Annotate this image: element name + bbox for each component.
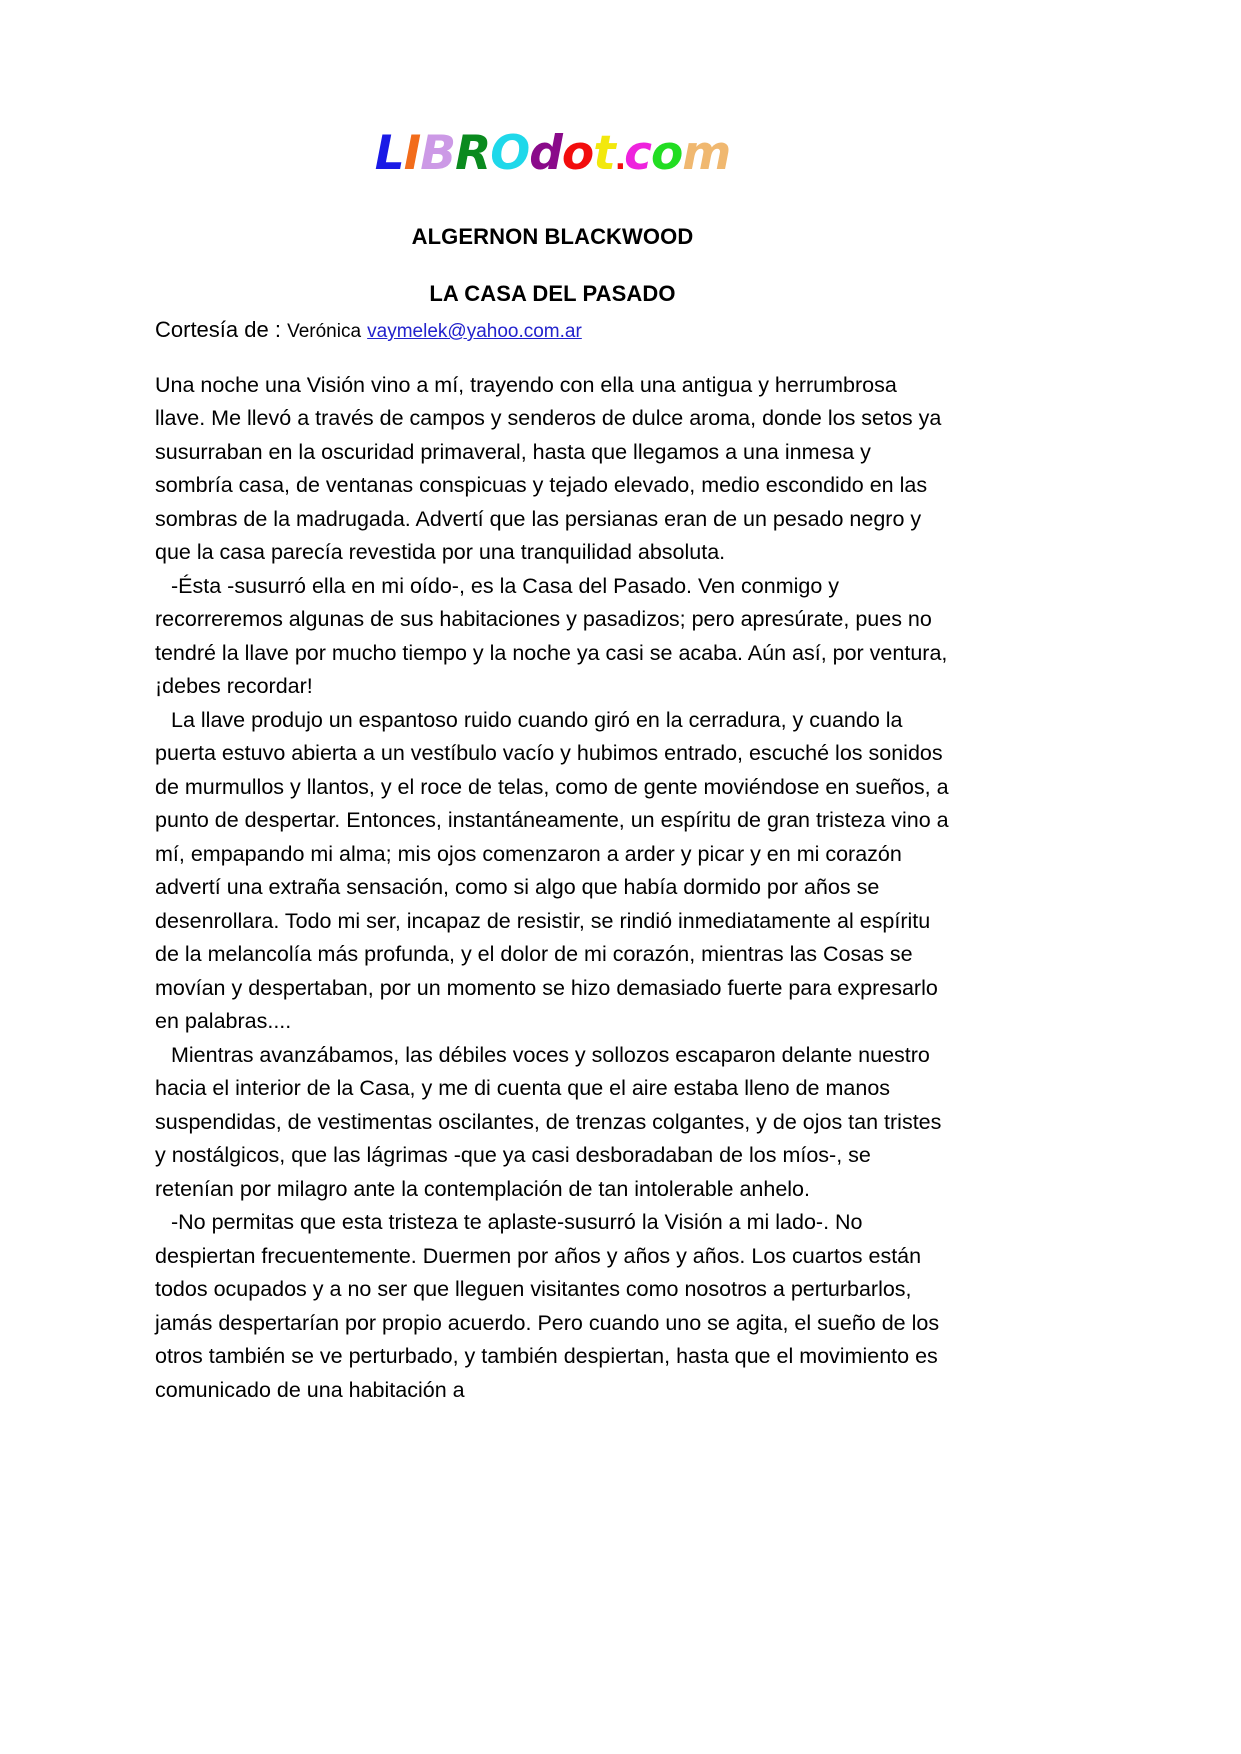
logo-letter-1: I — [403, 126, 421, 181]
author-heading: ALGERNON BLACKWOOD — [411, 224, 694, 249]
librodot-logo — [374, 126, 731, 181]
courtesy-name: Verónica — [287, 321, 362, 342]
logo-letter-5: d — [529, 126, 562, 181]
logo-letter-9: c — [624, 126, 651, 181]
story-body — [155, 369, 950, 1408]
site-logo-container — [155, 126, 950, 192]
story-paragraph: -Ésta -susurró ella en mi oído-, es la Casa del Pasado. Ven conmigo y recorreremos algunas de sus habitaciones y pasadizos; pero apresúrate, pues no tendré la llave por mucho tiempo y la noche ya casi se acaba. Aún así, por ventura, ¡debes recordar! — [155, 573, 948, 699]
courtesy-email-link[interactable]: vaymelek@yahoo.com.ar — [367, 321, 582, 342]
page-title: LA CASA DEL PASADO — [429, 281, 676, 306]
logo-letter-7: t — [593, 126, 615, 181]
story-paragraph: La llave produjo un espantoso ruido cuando giró en la cerradura, y cuando la puerta estuvo abierta a un vestíbulo vacío y hubimos entrado, escuché los sonidos de murmullos y llantos, y el roce de telas, como de gente moviéndose en sueños, a punto de despertar. Entonces, instantáneamente, un espíritu de gran tristeza vino a mí, empapando mi alma; mis ojos comenzaron a arder y picar y en mi corazón advertí una extraña sensación, como si algo que había dormido por años se desenrollara. Todo mi ser, incapaz de resistir, se rindió inmediatamente al espíritu de la melancolía más profunda, y el dolor de mi corazón, mientras las Cosas se movían y despertaban, por un momento se hizo demasiado fuerte para expresarlo en palabras.... — [155, 707, 949, 1034]
logo-letter-10: o — [650, 126, 683, 181]
story-paragraph: -No permitas que esta tristeza te aplaste-susurró la Visión a mi lado-. No despiertan frecuentemente. Duermen por años y años y años. Los cuartos están todos ocupados y a no ser que lleguen visitantes como nosotros a perturbarlos, jamás despertarían por propio acuerdo. Pero cuando uno se agita, el sueño de los otros también se ve perturbado, y también despiertan, hasta que el movimiento es comunicado de una habitación a — [155, 1210, 940, 1402]
logo-letter-3: R — [455, 126, 491, 181]
story-paragraph: Una noche una Visión vino a mí, trayendo con ella una antigua y herrumbrosa llave. Me llevó a través de campos y senderos de dulce aroma, donde los setos ya susurraban en la oscuridad primaveral, hasta que llegamos a una inmesa y sombría casa, de ventanas conspicuas y tejado elevado, medio escondido en las sombras de la madrugada. Advertí que las persianas eran de un pesado negro y que la casa parecía revestida por una tranquilidad absoluta. — [155, 372, 942, 565]
story-paragraph: Mientras avanzábamos, las débiles voces y sollozos escaparon delante nuestro hacia el interior de la Casa, y me di cuenta que el aire estaba lleno de manos suspendidas, de vestimentas oscilantes, de trenzas colgantes, y de ojos tan tristes y nostálgicos, que las lágrimas -que ya casi desboradaban de los míos-, se retenían por milagro ante la contemplación de tan intolerable anhelo. — [155, 1042, 942, 1201]
logo-letter-11: m — [682, 126, 731, 181]
page-content — [155, 0, 950, 1407]
logo-letter-2: B — [420, 126, 456, 181]
logo-letter-6: o — [561, 126, 594, 181]
logo-letter-8: . — [614, 142, 625, 177]
courtesy-line — [155, 317, 950, 343]
courtesy-label: Cortesía de : — [155, 317, 281, 342]
logo-letter-0: L — [374, 126, 404, 181]
logo-letter-4: O — [490, 126, 530, 181]
